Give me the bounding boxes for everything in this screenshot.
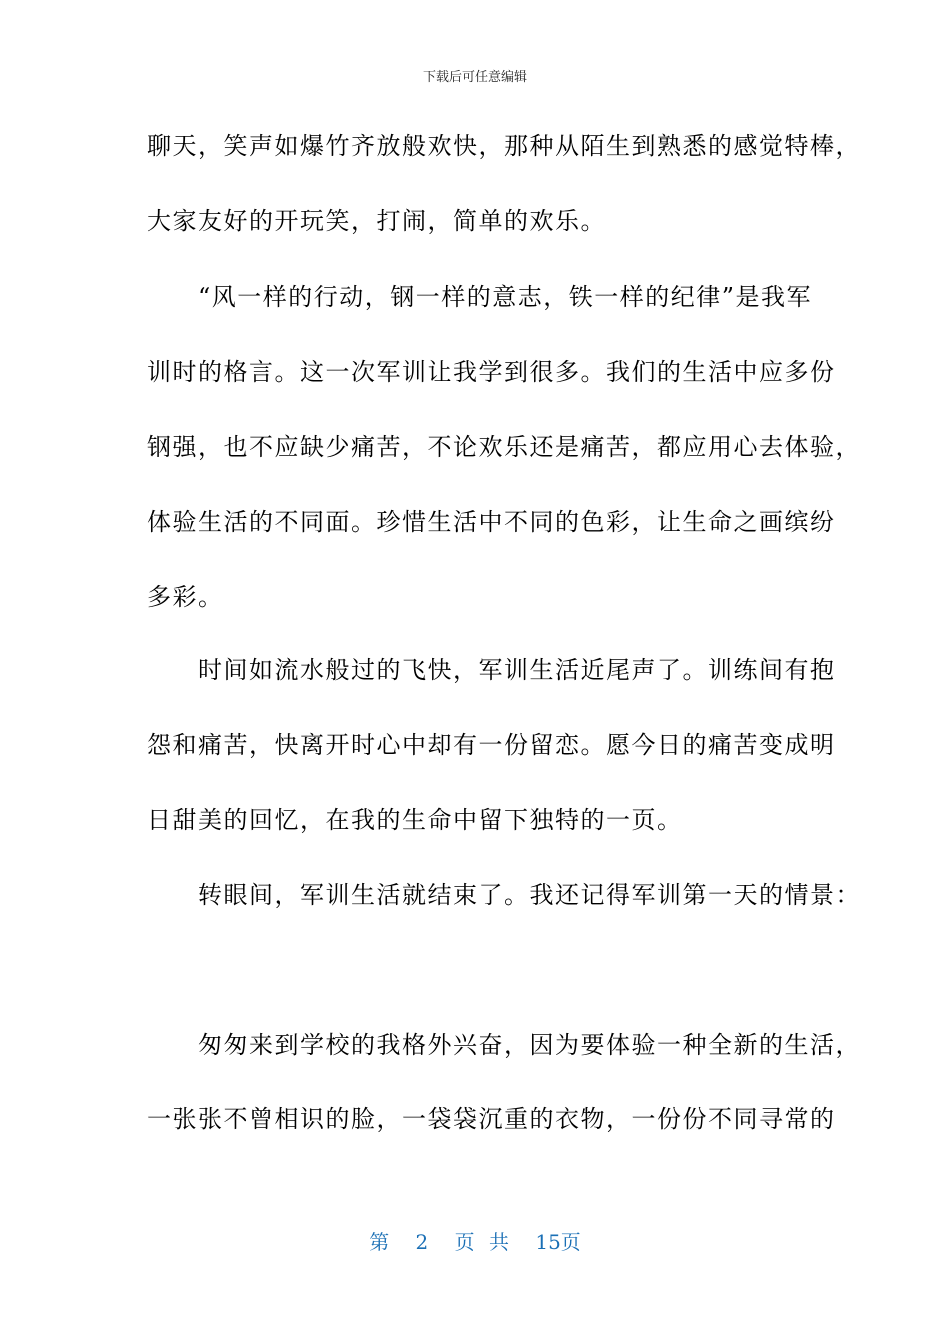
paragraph-line: 多彩。 — [147, 583, 224, 611]
paragraph-line: 怨和痛苦，快离开时心中却有一份留恋。愿今日的痛苦变成明 — [147, 731, 836, 759]
paragraph-line: 体验生活的不同面。珍惜生活中不同的色彩，让生命之画缤纷 — [147, 508, 836, 536]
paragraph-line: 训时的格言。这一次军训让我学到很多。我们的生活中应多份 — [147, 358, 836, 386]
paragraph-line: 匆匆来到学校的我格外兴奋，因为要体验一种全新的生活， — [147, 1031, 861, 1059]
paragraph-line: “风一样的行动，钢一样的意志，铁一样的纪律”是我军 — [147, 283, 813, 311]
page-label-mid: 页 共 — [454, 1230, 509, 1254]
paragraph-line: 大家友好的开玩笑，打闹，简单的欢乐。 — [147, 207, 606, 235]
paragraph-line: 钢强，也不应缺少痛苦，不论欢乐还是痛苦，都应用心去体验， — [147, 433, 861, 461]
paragraph-line: 日甜美的回忆，在我的生命中留下独特的一页。 — [147, 806, 683, 834]
paragraph-line: 转眼间，军训生活就结束了。我还记得军训第一天的情景： — [147, 881, 861, 909]
page-label-prefix: 第 — [369, 1230, 390, 1254]
paragraph-line: 聊天，笑声如爆竹齐放般欢快，那种从陌生到熟悉的感觉特棒， — [147, 132, 861, 160]
page-number-footer — [0, 1226, 950, 1255]
total-pages: 15页 — [535, 1230, 581, 1254]
page-header: 下载后可任意编辑 — [422, 70, 527, 85]
paragraph-line: 时间如流水般过的飞快，军训生活近尾声了。训练间有抱 — [147, 656, 836, 684]
current-page-number: 2 — [415, 1230, 429, 1254]
paragraph-line: 一张张不曾相识的脸，一袋袋沉重的衣物，一份份不同寻常的 — [147, 1105, 836, 1133]
